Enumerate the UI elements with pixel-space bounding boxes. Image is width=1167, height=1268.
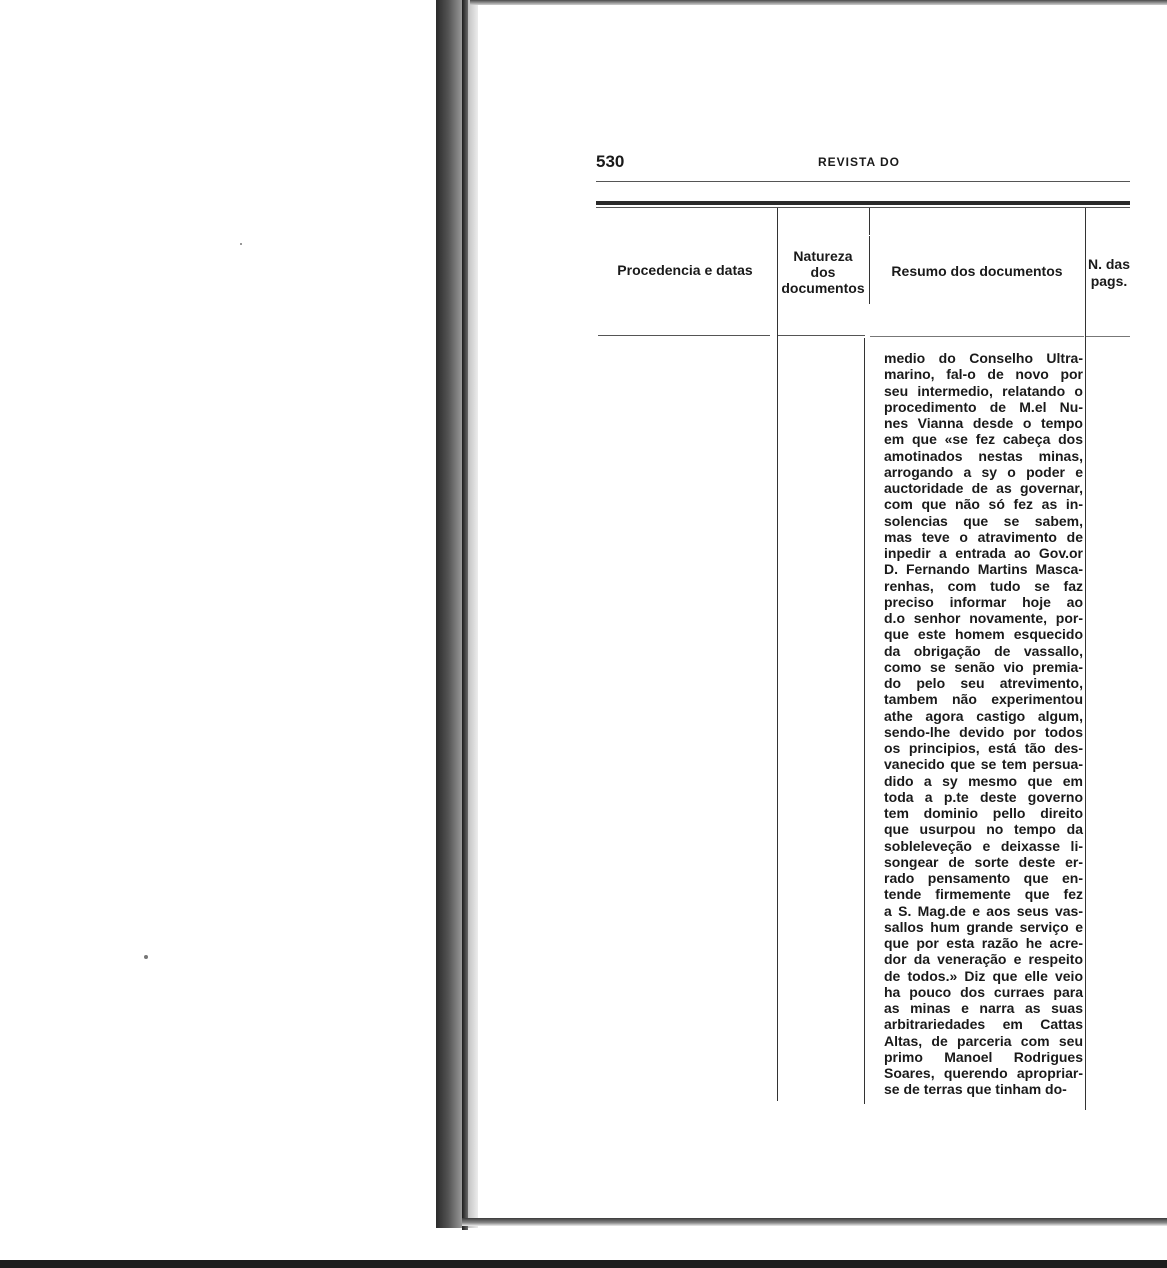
resumo-line: primo Manoel Rodrigues: [884, 1048, 1083, 1065]
resumo-line: que este homem esquecido: [884, 626, 1083, 643]
scan-bottom-border: [0, 1260, 1167, 1268]
column-header-natureza: [778, 248, 868, 296]
column-divider: [869, 208, 870, 235]
resumo-line: marino, fal-o de novo por: [884, 366, 1083, 383]
resumo-line: dido a sy mesmo que em: [884, 772, 1083, 789]
column-header-pags-line: N. das: [1087, 256, 1130, 272]
resumo-line: como se senão vio premia-: [884, 658, 1083, 675]
resumo-line: nes Vianna desde o tempo: [884, 415, 1083, 431]
page-bottom-edge: [462, 1218, 1167, 1226]
scan-speck: [240, 243, 242, 245]
header-rule: [778, 335, 865, 336]
resumo-line: seu intermedio, relatando o: [884, 382, 1083, 399]
resumo-line: mas teve o atravimento de: [884, 528, 1083, 545]
resumo-line: auctoridade de as governar,: [884, 480, 1083, 496]
resumo-line: tende firmemente que fez: [884, 886, 1083, 903]
resumo-line: da obrigação de vassallo,: [884, 642, 1083, 659]
scan-speck: [144, 955, 148, 959]
column-divider: [864, 338, 865, 1104]
resumo-line: os principios, está tão des-: [884, 740, 1083, 756]
column-header-natureza-line: Natureza: [793, 248, 853, 264]
page-number: 530: [596, 152, 625, 171]
column-header-natureza-line: dos: [810, 264, 836, 280]
table-top-rule: [596, 201, 1130, 205]
resumo-line: que por esta razão he acre-: [884, 935, 1083, 951]
resumo-line: Soares, querendo apropriar-: [884, 1065, 1083, 1081]
resumo-line: d.o senhor novamente, por-: [884, 610, 1083, 626]
resumo-line: ha pouco dos curraes para: [884, 983, 1083, 1000]
book-spine-shadow: [436, 0, 478, 1228]
resumo-line: sobleleveção e deixasse li-: [884, 837, 1083, 854]
column-divider: [1085, 336, 1086, 1110]
header-rule: [598, 335, 770, 336]
resumo-line: do pelo seu atrevimento,: [884, 675, 1083, 691]
resumo-line: dor da veneração e respeito: [884, 951, 1083, 968]
resumo-line: em que «se fez cabeça dos: [884, 431, 1083, 448]
resumo-line: arbitrariedades em Cattas: [884, 1016, 1083, 1033]
resumo-line: de todos.» Diz que elle veio: [884, 967, 1083, 984]
resumo-line: tambem não experimentou: [884, 691, 1083, 708]
resumo-line: sendo-lhe devido por todos: [884, 723, 1083, 740]
header-rule: [870, 336, 1084, 337]
resumo-line: se de terras que tinham do-: [884, 1081, 1067, 1098]
resumo-line: solencias que se sabem,: [884, 512, 1083, 529]
book-spine-edge: [462, 0, 468, 1230]
resumo-line: preciso informar hoje ao: [884, 593, 1083, 610]
column-header-pags: [1084, 256, 1134, 290]
table-top-rule-thin: [596, 207, 1130, 208]
resumo-text: [884, 350, 1083, 1098]
resumo-line: medio do Conselho Ultra-: [884, 350, 1083, 366]
column-header-natureza-line: documentos: [781, 280, 865, 296]
resumo-line: Altas, de parceria com seu: [884, 1032, 1083, 1049]
running-head: [596, 152, 1130, 174]
resumo-line: inpedir a entrada ao Gov.or: [884, 545, 1083, 561]
resumo-line: sallos hum grande serviço e: [884, 918, 1083, 935]
resumo-line: que usurpou no tempo da: [884, 821, 1083, 838]
journal-title: REVISTA DO: [818, 155, 901, 169]
resumo-line: toda a p.te deste governo: [884, 788, 1083, 805]
head-rule: [596, 181, 1130, 182]
resumo-line: athe agora castigo algum,: [884, 707, 1083, 724]
resumo-line: renhas, com tudo se faz: [884, 577, 1083, 594]
resumo-line: D. Fernando Martins Masca-: [884, 561, 1083, 578]
header-rule: [1086, 336, 1130, 337]
page-top-edge: [470, 0, 1167, 5]
column-divider: [777, 208, 778, 1101]
resumo-line: arrogando a sy o poder e: [884, 463, 1083, 480]
resumo-line: a S. Mag.de e aos seus vas-: [884, 902, 1083, 919]
resumo-line: songear de sorte deste er-: [884, 853, 1083, 870]
resumo-line: procedimento de M.el Nu-: [884, 398, 1083, 415]
resumo-line: tem dominio pello direito: [884, 805, 1083, 821]
resumo-line: amotinados nestas minas,: [884, 447, 1083, 464]
resumo-line: vanecido que se tem persua-: [884, 756, 1083, 773]
column-header-pags-line: pags.: [1090, 273, 1128, 289]
resumo-line: com que não só fez as in-: [884, 496, 1083, 513]
resumo-line: rado pensamento que en-: [884, 870, 1083, 886]
resumo-line: as minas e narra as suas: [884, 1000, 1083, 1016]
column-header-procedencia: Procedencia e datas: [617, 262, 753, 278]
column-header-resumo: Resumo dos documentos: [891, 263, 1063, 279]
